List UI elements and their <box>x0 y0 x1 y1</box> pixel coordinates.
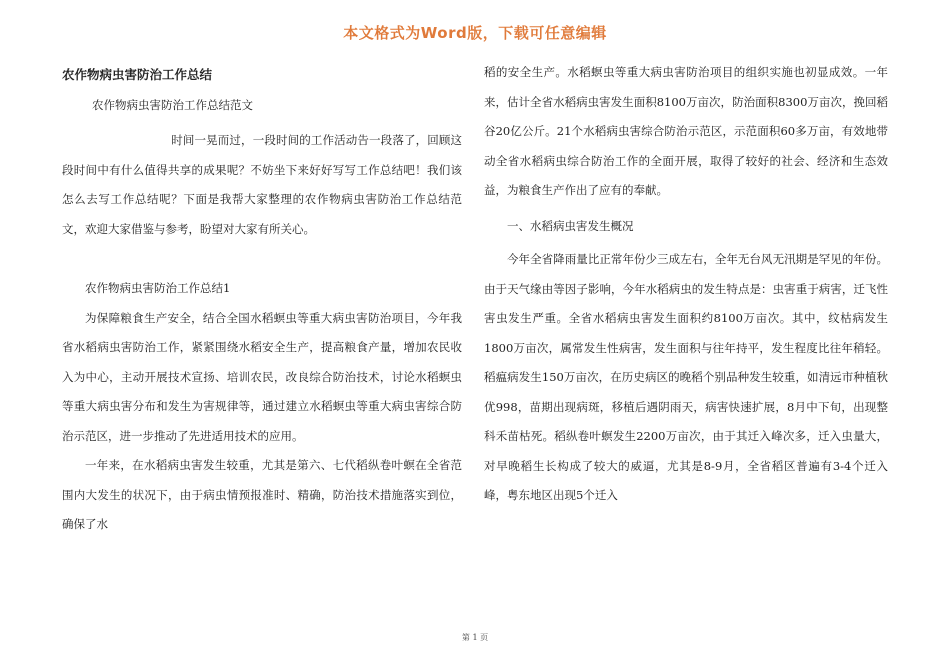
page-number: 第 1 页 <box>461 633 489 642</box>
paragraph: 一年来，在水稻病虫害发生较重，尤其是第六、七代稻纵卷叶螟在全省范围内大发生的状况下，由于病虫情预报准时、精确，防治技术措施落实到位，确保了水 <box>62 458 462 531</box>
paragraph: 为保障粮食生产安全，结合全国水稻螟虫等重大病虫害防治项目，今年我省水稻病虫害防治工作，紧紧围绕水稻安全生产，提高粮食产量，增加农民收入为中心，主动开展技术宣扬、培训农民，改良综合防治技术，讨论水稻螟虫等重大病虫害分布和发生为害规律等，通过建立水稻螟虫等重大病虫害综合防治示范区，进一步推动了先进适用技术的应用。 <box>62 310 462 443</box>
section-heading: 一、水稻病虫害发生概况 <box>507 218 634 233</box>
document-subtitle: 农作物病虫害防治工作总结范文 <box>92 98 253 112</box>
paragraph: 今年全省降雨量比正常年份少三成左右，全年无台风无汛期是罕见的年份。由于天气缘由等因子影响，今年水稻病虫的发生特点是：虫害重于病害，迁飞性害虫发生严重。全省水稻病虫害发生面积约8100万亩次。其中，纹枯病发生1800万亩次，属常发生性病害，发生面积与往年持平，发生程度比往年稍轻。稻瘟病发生150万亩次，在历史病区的晚稻个别品种发生较重，如清远市种植秋优998，苗期出现病斑，移植后遇阴雨天，病害快速扩展，8月中下旬，出现整科禾苗枯死。稻纵卷叶螟发生2200万亩次，由于其迁入峰次多，迁入虫量大，对早晚稻生长构成了较大的威逼，尤其是8-9月，全省稻区普遍有3-4个迁入峰，粤东地区出现5个迁入 <box>484 252 888 502</box>
paragraph: 稻的安全生产。水稻螟虫等重大病虫害防治项目的组织实施也初显成效。一年来，估计全省水稻病虫害发生面积8100万亩次，防治面积8300万亩次，挽回稻谷20亿公斤。21个水稻病虫害综合防治示范区，示范面积60多万亩，有效地带动全省水稻病虫综合防治工作的全面开展，取得了较好的社会、经济和生态效益，为粮食生产作出了应有的奉献。 <box>484 65 888 197</box>
download-banner: 本文格式为Word版，下载可任意编辑 <box>343 24 607 42</box>
left-column <box>62 58 462 540</box>
document-title: 农作物病虫害防治工作总结 <box>62 67 213 82</box>
section-title: 农作物病虫害防治工作总结1 <box>85 281 231 295</box>
intro-paragraph: 时间一晃而过，一段时间的工作活动告一段落了，回顾这段时间中有什么值得共享的成果呢？不妨坐下来好好写写工作总结吧！我们该怎么去写工作总结呢？下面是我帮大家整理的农作物病虫害防治工作总结范文，欢迎大家借鉴与参考，盼望对大家有所关心。 <box>62 133 462 236</box>
right-column <box>484 58 888 511</box>
